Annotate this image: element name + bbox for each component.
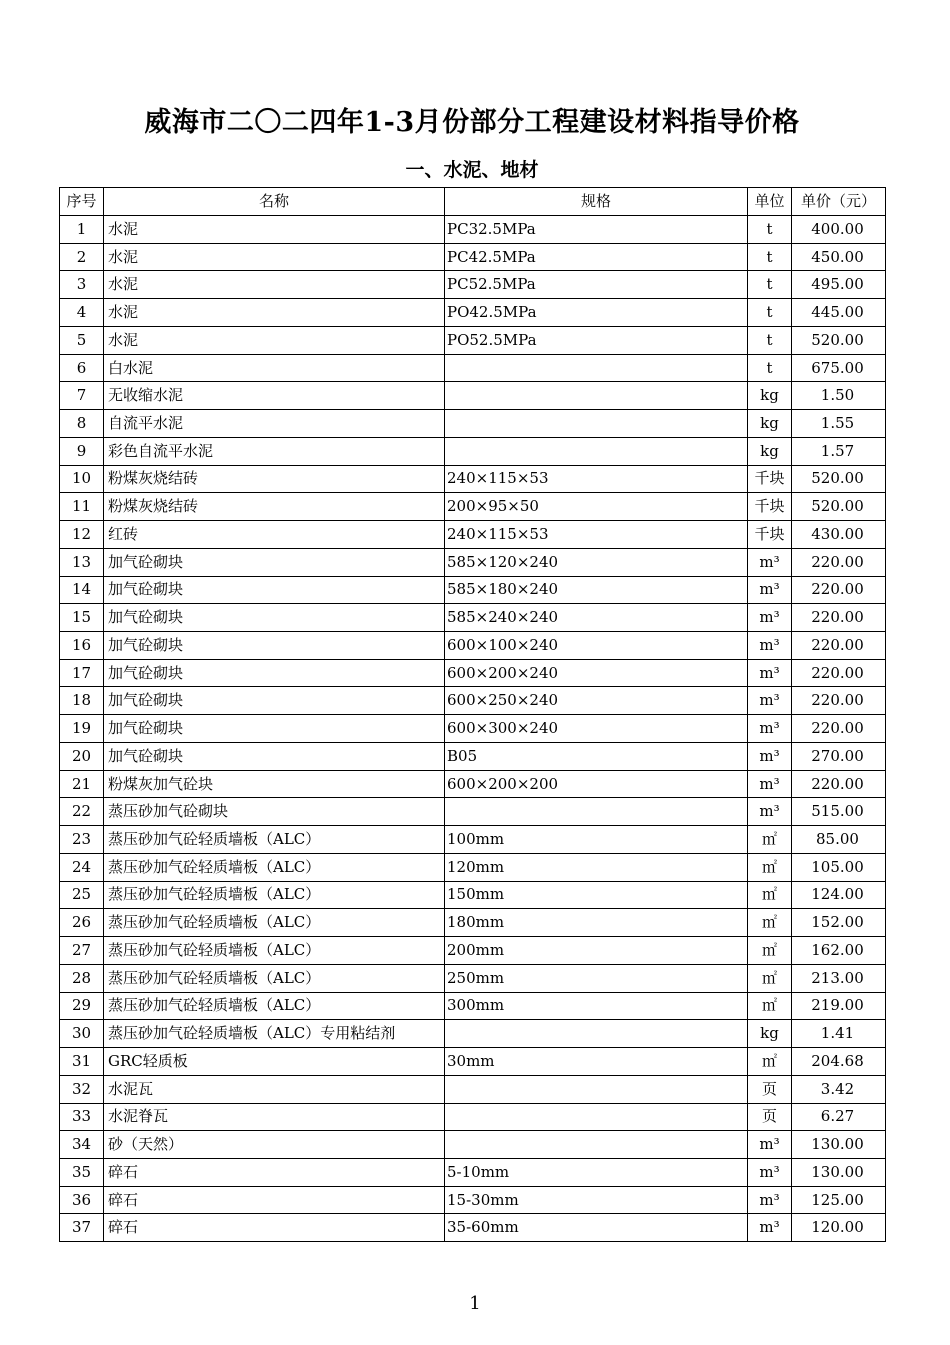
cell-spec: 5-10mm [445, 1158, 748, 1186]
cell-spec [445, 410, 748, 438]
table-header-row [60, 188, 886, 216]
cell-spec: 240×115×53 [445, 521, 748, 549]
table-row [60, 937, 886, 965]
cell-price: 1.57 [792, 437, 886, 465]
cell-price: 220.00 [792, 632, 886, 660]
cell-unit: ㎡ [748, 1048, 792, 1076]
header-price: 单价（元） [792, 188, 886, 216]
table-row [60, 521, 886, 549]
cell-spec: 150mm [445, 881, 748, 909]
cell-spec: 600×100×240 [445, 632, 748, 660]
cell-name: 碎石 [104, 1158, 445, 1186]
cell-index: 24 [60, 853, 104, 881]
cell-index: 22 [60, 798, 104, 826]
cell-price: 162.00 [792, 937, 886, 965]
cell-name: 碎石 [104, 1214, 445, 1242]
table-row [60, 299, 886, 327]
cell-unit: m³ [748, 1214, 792, 1242]
cell-name: 自流平水泥 [104, 410, 445, 438]
cell-spec: PC52.5MPa [445, 271, 748, 299]
table-row [60, 1020, 886, 1048]
cell-index: 26 [60, 909, 104, 937]
table-row [60, 604, 886, 632]
cell-spec: 200×95×50 [445, 493, 748, 521]
cell-unit: m³ [748, 1186, 792, 1214]
table-row [60, 992, 886, 1020]
cell-name: 水泥 [104, 216, 445, 244]
table-row [60, 715, 886, 743]
table-row [60, 1158, 886, 1186]
cell-spec [445, 1075, 748, 1103]
cell-price: 125.00 [792, 1186, 886, 1214]
cell-unit: 千块 [748, 493, 792, 521]
cell-unit: ㎡ [748, 937, 792, 965]
header-index: 序号 [60, 188, 104, 216]
cell-unit: m³ [748, 659, 792, 687]
cell-index: 30 [60, 1020, 104, 1048]
cell-spec: B05 [445, 742, 748, 770]
cell-price: 220.00 [792, 715, 886, 743]
cell-spec [445, 1103, 748, 1131]
cell-name: 水泥 [104, 271, 445, 299]
cell-price: 6.27 [792, 1103, 886, 1131]
cell-spec: 585×180×240 [445, 576, 748, 604]
cell-name: 蒸压砂加气砼轻质墙板（ALC） [104, 853, 445, 881]
cell-name: 加气砼砌块 [104, 742, 445, 770]
cell-price: 430.00 [792, 521, 886, 549]
cell-unit: ㎡ [748, 881, 792, 909]
cell-name: GRC轻质板 [104, 1048, 445, 1076]
cell-spec: 250mm [445, 964, 748, 992]
cell-index: 1 [60, 216, 104, 244]
cell-price: 3.42 [792, 1075, 886, 1103]
table-row [60, 742, 886, 770]
cell-index: 6 [60, 354, 104, 382]
cell-name: 加气砼砌块 [104, 548, 445, 576]
cell-spec: 585×240×240 [445, 604, 748, 632]
cell-name: 粉煤灰烧结砖 [104, 493, 445, 521]
cell-name: 蒸压砂加气砼轻质墙板（ALC） [104, 909, 445, 937]
cell-price: 1.41 [792, 1020, 886, 1048]
cell-index: 9 [60, 437, 104, 465]
cell-index: 18 [60, 687, 104, 715]
cell-price: 520.00 [792, 493, 886, 521]
cell-index: 8 [60, 410, 104, 438]
table-row [60, 687, 886, 715]
cell-unit: t [748, 243, 792, 271]
cell-spec: 300mm [445, 992, 748, 1020]
cell-spec: 30mm [445, 1048, 748, 1076]
cell-price: 220.00 [792, 576, 886, 604]
cell-name: 蒸压砂加气砼轻质墙板（ALC）专用粘结剂 [104, 1020, 445, 1048]
cell-index: 35 [60, 1158, 104, 1186]
cell-price: 120.00 [792, 1214, 886, 1242]
cell-price: 1.55 [792, 410, 886, 438]
cell-unit: kg [748, 1020, 792, 1048]
cell-index: 7 [60, 382, 104, 410]
table-row [60, 243, 886, 271]
cell-spec: 600×250×240 [445, 687, 748, 715]
table-row [60, 271, 886, 299]
table-row [60, 1048, 886, 1076]
cell-spec [445, 798, 748, 826]
table-row [60, 632, 886, 660]
table-row [60, 853, 886, 881]
cell-name: 水泥 [104, 299, 445, 327]
cell-index: 31 [60, 1048, 104, 1076]
header-name: 名称 [104, 188, 445, 216]
cell-index: 16 [60, 632, 104, 660]
table-row [60, 1075, 886, 1103]
table-row [60, 881, 886, 909]
section-heading: 一、水泥、地材 [405, 159, 539, 181]
cell-spec: 600×200×200 [445, 770, 748, 798]
cell-price: 495.00 [792, 271, 886, 299]
cell-unit: ㎡ [748, 826, 792, 854]
cell-name: 加气砼砌块 [104, 604, 445, 632]
cell-spec [445, 382, 748, 410]
cell-price: 85.00 [792, 826, 886, 854]
cell-unit: m³ [748, 1158, 792, 1186]
cell-spec: 600×300×240 [445, 715, 748, 743]
cell-unit: kg [748, 382, 792, 410]
cell-index: 17 [60, 659, 104, 687]
cell-name: 粉煤灰烧结砖 [104, 465, 445, 493]
table-row [60, 1131, 886, 1159]
cell-unit: m³ [748, 798, 792, 826]
cell-price: 400.00 [792, 216, 886, 244]
cell-spec: PO42.5MPa [445, 299, 748, 327]
cell-index: 14 [60, 576, 104, 604]
cell-price: 213.00 [792, 964, 886, 992]
cell-name: 红砖 [104, 521, 445, 549]
cell-price: 124.00 [792, 881, 886, 909]
cell-index: 33 [60, 1103, 104, 1131]
cell-spec: 200mm [445, 937, 748, 965]
cell-spec: 240×115×53 [445, 465, 748, 493]
table-row [60, 964, 886, 992]
table-body [60, 216, 886, 1242]
cell-spec: 15-30mm [445, 1186, 748, 1214]
table-row [60, 326, 886, 354]
cell-index: 27 [60, 937, 104, 965]
cell-unit: t [748, 271, 792, 299]
cell-spec [445, 1131, 748, 1159]
cell-name: 蒸压砂加气砼轻质墙板（ALC） [104, 964, 445, 992]
cell-index: 15 [60, 604, 104, 632]
cell-name: 彩色自流平水泥 [104, 437, 445, 465]
cell-price: 130.00 [792, 1131, 886, 1159]
cell-index: 25 [60, 881, 104, 909]
cell-spec: 100mm [445, 826, 748, 854]
cell-price: 515.00 [792, 798, 886, 826]
table-row [60, 909, 886, 937]
cell-unit: ㎡ [748, 909, 792, 937]
cell-price: 105.00 [792, 853, 886, 881]
cell-name: 加气砼砌块 [104, 687, 445, 715]
cell-name: 蒸压砂加气砼轻质墙板（ALC） [104, 881, 445, 909]
cell-unit: t [748, 216, 792, 244]
cell-index: 10 [60, 465, 104, 493]
cell-index: 2 [60, 243, 104, 271]
table-row [60, 410, 886, 438]
cell-price: 445.00 [792, 299, 886, 327]
cell-index: 5 [60, 326, 104, 354]
cell-index: 28 [60, 964, 104, 992]
header-unit: 单位 [748, 188, 792, 216]
cell-unit: m³ [748, 632, 792, 660]
cell-name: 加气砼砌块 [104, 632, 445, 660]
cell-price: 450.00 [792, 243, 886, 271]
cell-name: 加气砼砌块 [104, 715, 445, 743]
cell-price: 1.50 [792, 382, 886, 410]
cell-unit: t [748, 326, 792, 354]
cell-index: 19 [60, 715, 104, 743]
table-row [60, 1214, 886, 1242]
table-row [60, 1103, 886, 1131]
table-row [60, 354, 886, 382]
cell-spec: 585×120×240 [445, 548, 748, 576]
cell-unit: m³ [748, 687, 792, 715]
cell-unit: m³ [748, 715, 792, 743]
cell-index: 36 [60, 1186, 104, 1214]
cell-spec [445, 437, 748, 465]
table-row [60, 437, 886, 465]
cell-price: 130.00 [792, 1158, 886, 1186]
cell-unit: t [748, 354, 792, 382]
header-spec: 规格 [445, 188, 748, 216]
cell-unit: kg [748, 437, 792, 465]
cell-name: 砂（天然） [104, 1131, 445, 1159]
table-row [60, 382, 886, 410]
cell-price: 152.00 [792, 909, 886, 937]
table-row [60, 659, 886, 687]
cell-unit: 页 [748, 1103, 792, 1131]
cell-name: 水泥脊瓦 [104, 1103, 445, 1131]
cell-name: 粉煤灰加气砼块 [104, 770, 445, 798]
table-row [60, 576, 886, 604]
table-row [60, 493, 886, 521]
cell-name: 水泥 [104, 326, 445, 354]
cell-spec: PC42.5MPa [445, 243, 748, 271]
cell-index: 29 [60, 992, 104, 1020]
cell-name: 蒸压砂加气砼砌块 [104, 798, 445, 826]
cell-price: 270.00 [792, 742, 886, 770]
cell-price: 675.00 [792, 354, 886, 382]
cell-unit: m³ [748, 742, 792, 770]
cell-unit: ㎡ [748, 853, 792, 881]
page-number: 1 [469, 1293, 481, 1314]
cell-index: 11 [60, 493, 104, 521]
cell-index: 20 [60, 742, 104, 770]
cell-index: 32 [60, 1075, 104, 1103]
cell-name: 无收缩水泥 [104, 382, 445, 410]
cell-spec: 600×200×240 [445, 659, 748, 687]
cell-spec: PO52.5MPa [445, 326, 748, 354]
cell-price: 220.00 [792, 770, 886, 798]
cell-unit: t [748, 299, 792, 327]
page-title: 威海市二〇二四年1-3月份部分工程建设材料指导价格 [144, 107, 800, 138]
cell-unit: ㎡ [748, 964, 792, 992]
cell-unit: kg [748, 410, 792, 438]
cell-price: 220.00 [792, 687, 886, 715]
cell-spec: 35-60mm [445, 1214, 748, 1242]
table-row [60, 798, 886, 826]
cell-index: 3 [60, 271, 104, 299]
table-row [60, 465, 886, 493]
cell-price: 520.00 [792, 326, 886, 354]
cell-price: 204.68 [792, 1048, 886, 1076]
cell-unit: m³ [748, 604, 792, 632]
cell-name: 白水泥 [104, 354, 445, 382]
cell-name: 蒸压砂加气砼轻质墙板（ALC） [104, 937, 445, 965]
cell-unit: m³ [748, 770, 792, 798]
cell-index: 23 [60, 826, 104, 854]
cell-name: 加气砼砌块 [104, 659, 445, 687]
cell-unit: ㎡ [748, 992, 792, 1020]
cell-unit: m³ [748, 1131, 792, 1159]
price-table [59, 187, 886, 1242]
cell-name: 蒸压砂加气砼轻质墙板（ALC） [104, 826, 445, 854]
cell-spec: PC32.5MPa [445, 216, 748, 244]
cell-unit: 千块 [748, 465, 792, 493]
cell-index: 21 [60, 770, 104, 798]
cell-name: 加气砼砌块 [104, 576, 445, 604]
cell-index: 37 [60, 1214, 104, 1242]
cell-spec [445, 1020, 748, 1048]
table-row [60, 216, 886, 244]
cell-name: 水泥 [104, 243, 445, 271]
cell-price: 520.00 [792, 465, 886, 493]
cell-price: 220.00 [792, 659, 886, 687]
table-row [60, 548, 886, 576]
cell-index: 34 [60, 1131, 104, 1159]
cell-price: 220.00 [792, 604, 886, 632]
cell-index: 4 [60, 299, 104, 327]
cell-unit: 页 [748, 1075, 792, 1103]
cell-spec [445, 354, 748, 382]
cell-name: 水泥瓦 [104, 1075, 445, 1103]
cell-unit: m³ [748, 576, 792, 604]
cell-index: 12 [60, 521, 104, 549]
table-row [60, 1186, 886, 1214]
cell-spec: 120mm [445, 853, 748, 881]
cell-index: 13 [60, 548, 104, 576]
cell-name: 蒸压砂加气砼轻质墙板（ALC） [104, 992, 445, 1020]
table-row [60, 826, 886, 854]
cell-unit: m³ [748, 548, 792, 576]
cell-price: 219.00 [792, 992, 886, 1020]
cell-name: 碎石 [104, 1186, 445, 1214]
table-row [60, 770, 886, 798]
cell-price: 220.00 [792, 548, 886, 576]
cell-spec: 180mm [445, 909, 748, 937]
cell-unit: 千块 [748, 521, 792, 549]
